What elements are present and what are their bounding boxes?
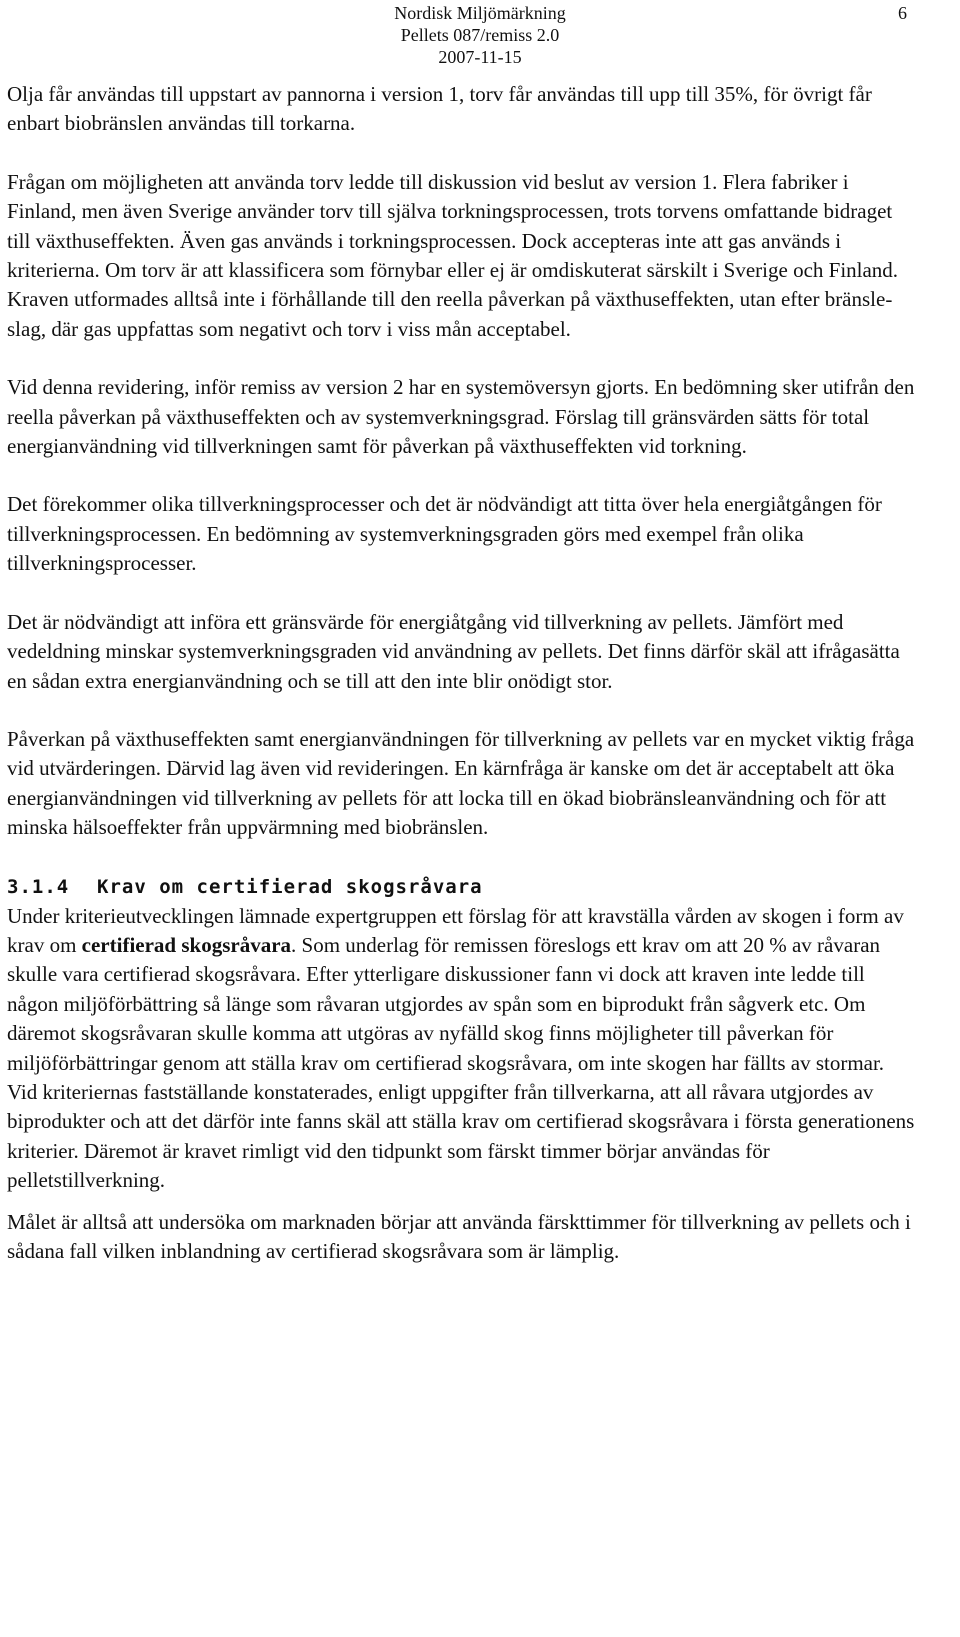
header-doc-id: Pellets 087/remiss 2.0: [400, 25, 560, 45]
header-org: Nordisk Miljömärkning: [394, 3, 566, 23]
section-title: Krav om certifierad skogsråvara: [97, 875, 483, 898]
paragraph-7-end: . Som underlag för remissen föreslogs ett krav om att 20 % av råvaran skulle vara certifierad skogsråvara. Efter ytterligare diskussioner fann vi dock att kraven inte ledde till någon miljöförbättring så länge som råvaran utgjordes av spån som en biprodukt från sågverk etc. Om däremot skogsråvaran skulle komma att utgöras av nyfälld skog finns möjligheter till påverkan för miljöförbättringar genom att ställa krav om certifierad skogsråvara, om inte skogen har fällts av stormar. Vid kriteriernas fastställande konstaterades, enligt uppgifter från tillverkarna, att all råvara utgjordes av biprodukter och att det därför inte fanns skäl att ställa krav om certifierad skogsråvara i första generationens kriterier. Däremot är kravet rimligt vid den tidpunkt som färskt timmer börjar användas för pelletstillverkning.: [7, 932, 915, 1193]
paragraph-6: Påverkan på växthuseffekten samt energianvändningen för tillverkning av pellets var en mycket viktig fråga vid utvärderingen. Därvid lag även vid revideringen. En kärnfråga är kanske om det är acceptabelt att öka energianvändningen vid tillverkning av pellets för att locka till en ökad biobränsleanvändning och för att minska hälsoeffekter från uppvärmning med biobränslen.: [7, 726, 915, 840]
paragraph-2: Frågan om möjligheten att använda torv ledde till diskussion vid beslut av version 1. Flera fabriker i Finland, men även Sverige använder torv till själva torkningsprocessen, trots torvens omfattande bidraget till växthuseffekten. Även gas används i torkningsprocessen. Dock accepteras inte att gas används i kriterierna. Om torv är att klassificera som förnybar eller ej är omdiskuterat särskilt i Sverige och Finland. Kraven utformades alltså inte i förhållande till den reella påverkan på växthuseffekten, utan efter bränsle-slag, där gas uppfattas som negativt och torv i viss mån acceptabel.: [7, 169, 899, 341]
header-date: 2007-11-15: [438, 47, 522, 67]
section-number: 3.1.4: [7, 875, 70, 898]
paragraph-4: Det förekommer olika tillverkningsprocesser och det är nödvändigt att titta över hela energiåtgången för tillverkningsprocessen. En bedömning av systemverkningsgraden görs med exempel från olika tillverkningsprocesser.: [7, 492, 882, 576]
paragraph-7-bold-term: certifierad skogsråvara: [81, 932, 292, 957]
paragraph-3: Vid denna revidering, inför remiss av version 2 har en systemöversyn gjorts. En bedömning sker utifrån den reella påverkan på växthuseffekten och av systemverkningsgrad. Förslag till gränsvärden sätts för total energianvändning vid tillverkningen samt för påverkan på växthuseffekten vid torkning.: [7, 375, 915, 459]
paragraph-1: Olja får användas till uppstart av pannorna i version 1, torv får användas till upp till 35%, för övrigt får enbart biobränslen användas till torkarna.: [7, 82, 872, 136]
header-block: [370, 2, 590, 68]
page-header: [0, 0, 960, 72]
paragraph-5: Det är nödvändigt att införa ett gränsvärde för energiåtgång vid tillverkning av pellets. Jämfört med vedeldning minskar systemverkningsgraden vid användning av pellets. Det finns därför skäl att ifrågasätta en sådan extra energianvändning och se till att den inte blir onödigt stor.: [7, 609, 900, 693]
paragraph-8: Målet är alltså att undersöka om marknaden börjar att använda färskttimmer för tillverkning av pellets och i sådana fall vilken inblandning av certifierad skogsråvara som är lämplig.: [7, 1209, 911, 1263]
section-heading: [7, 872, 919, 902]
document-body: [7, 80, 919, 1266]
page-number: 6: [898, 3, 907, 23]
paragraph-7-start: Under kriterieutvecklingen lämnade expertgruppen ett förslag för att kravställa vården av skogen i form av krav om: [7, 903, 904, 957]
paragraph-7: [7, 902, 919, 1196]
